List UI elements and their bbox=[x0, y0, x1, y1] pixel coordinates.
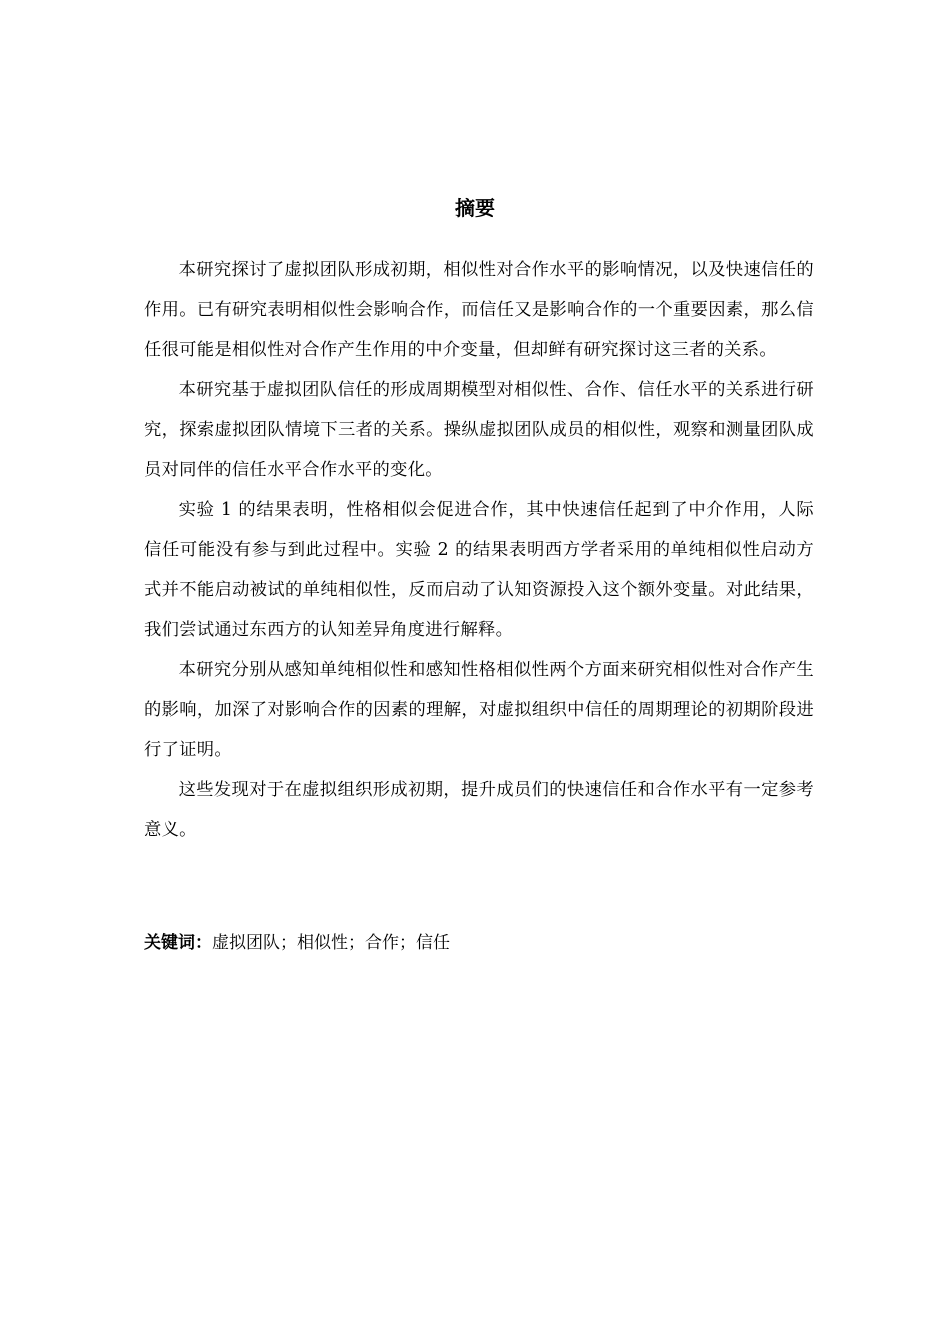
abstract-paragraph-1: 本研究探讨了虚拟团队形成初期，相似性对合作水平的影响情况，以及快速信任的作用。已有研究表明相似性会影响合作，而信任又是影响合作的一个重要因素，那么信任很可能是相似性对合作产生作用的中介变量，但却鲜有研究探讨这三者的关系。 bbox=[144, 260, 814, 360]
keywords-line bbox=[144, 926, 814, 960]
abstract-paragraph-5: 这些发现对于在虚拟组织形成初期，提升成员们的快速信任和合作水平有一定参考意义。 bbox=[144, 780, 814, 840]
abstract-body bbox=[144, 250, 814, 850]
abstract-paragraph-2: 本研究基于虚拟团队信任的形成周期模型对相似性、合作、信任水平的关系进行研究，探索虚拟团队情境下三者的关系。操纵虚拟团队成员的相似性，观察和测量团队成员对同伴的信任水平合作水平的变化。 bbox=[144, 380, 814, 480]
abstract-paragraph-3: 实验 1 的结果表明，性格相似会促进合作，其中快速信任起到了中介作用，人际信任可能没有参与到此过程中。实验 2 的结果表明西方学者采用的单纯相似性启动方式并不能启动被试的单纯相似性，反而启动了认知资源投入这个额外变量。对此结果，我们尝试通过东西方的认知差异角度进行解释。 bbox=[144, 500, 814, 640]
abstract-title: 摘要 bbox=[455, 196, 495, 220]
keywords-label: 关键词： bbox=[144, 933, 212, 953]
keywords-value: 虚拟团队；相似性；合作；信任 bbox=[212, 933, 450, 953]
abstract-paragraph-4: 本研究分别从感知单纯相似性和感知性格相似性两个方面来研究相似性对合作产生的影响，加深了对影响合作的因素的理解，对虚拟组织中信任的周期理论的初期阶段进行了证明。 bbox=[144, 660, 814, 760]
